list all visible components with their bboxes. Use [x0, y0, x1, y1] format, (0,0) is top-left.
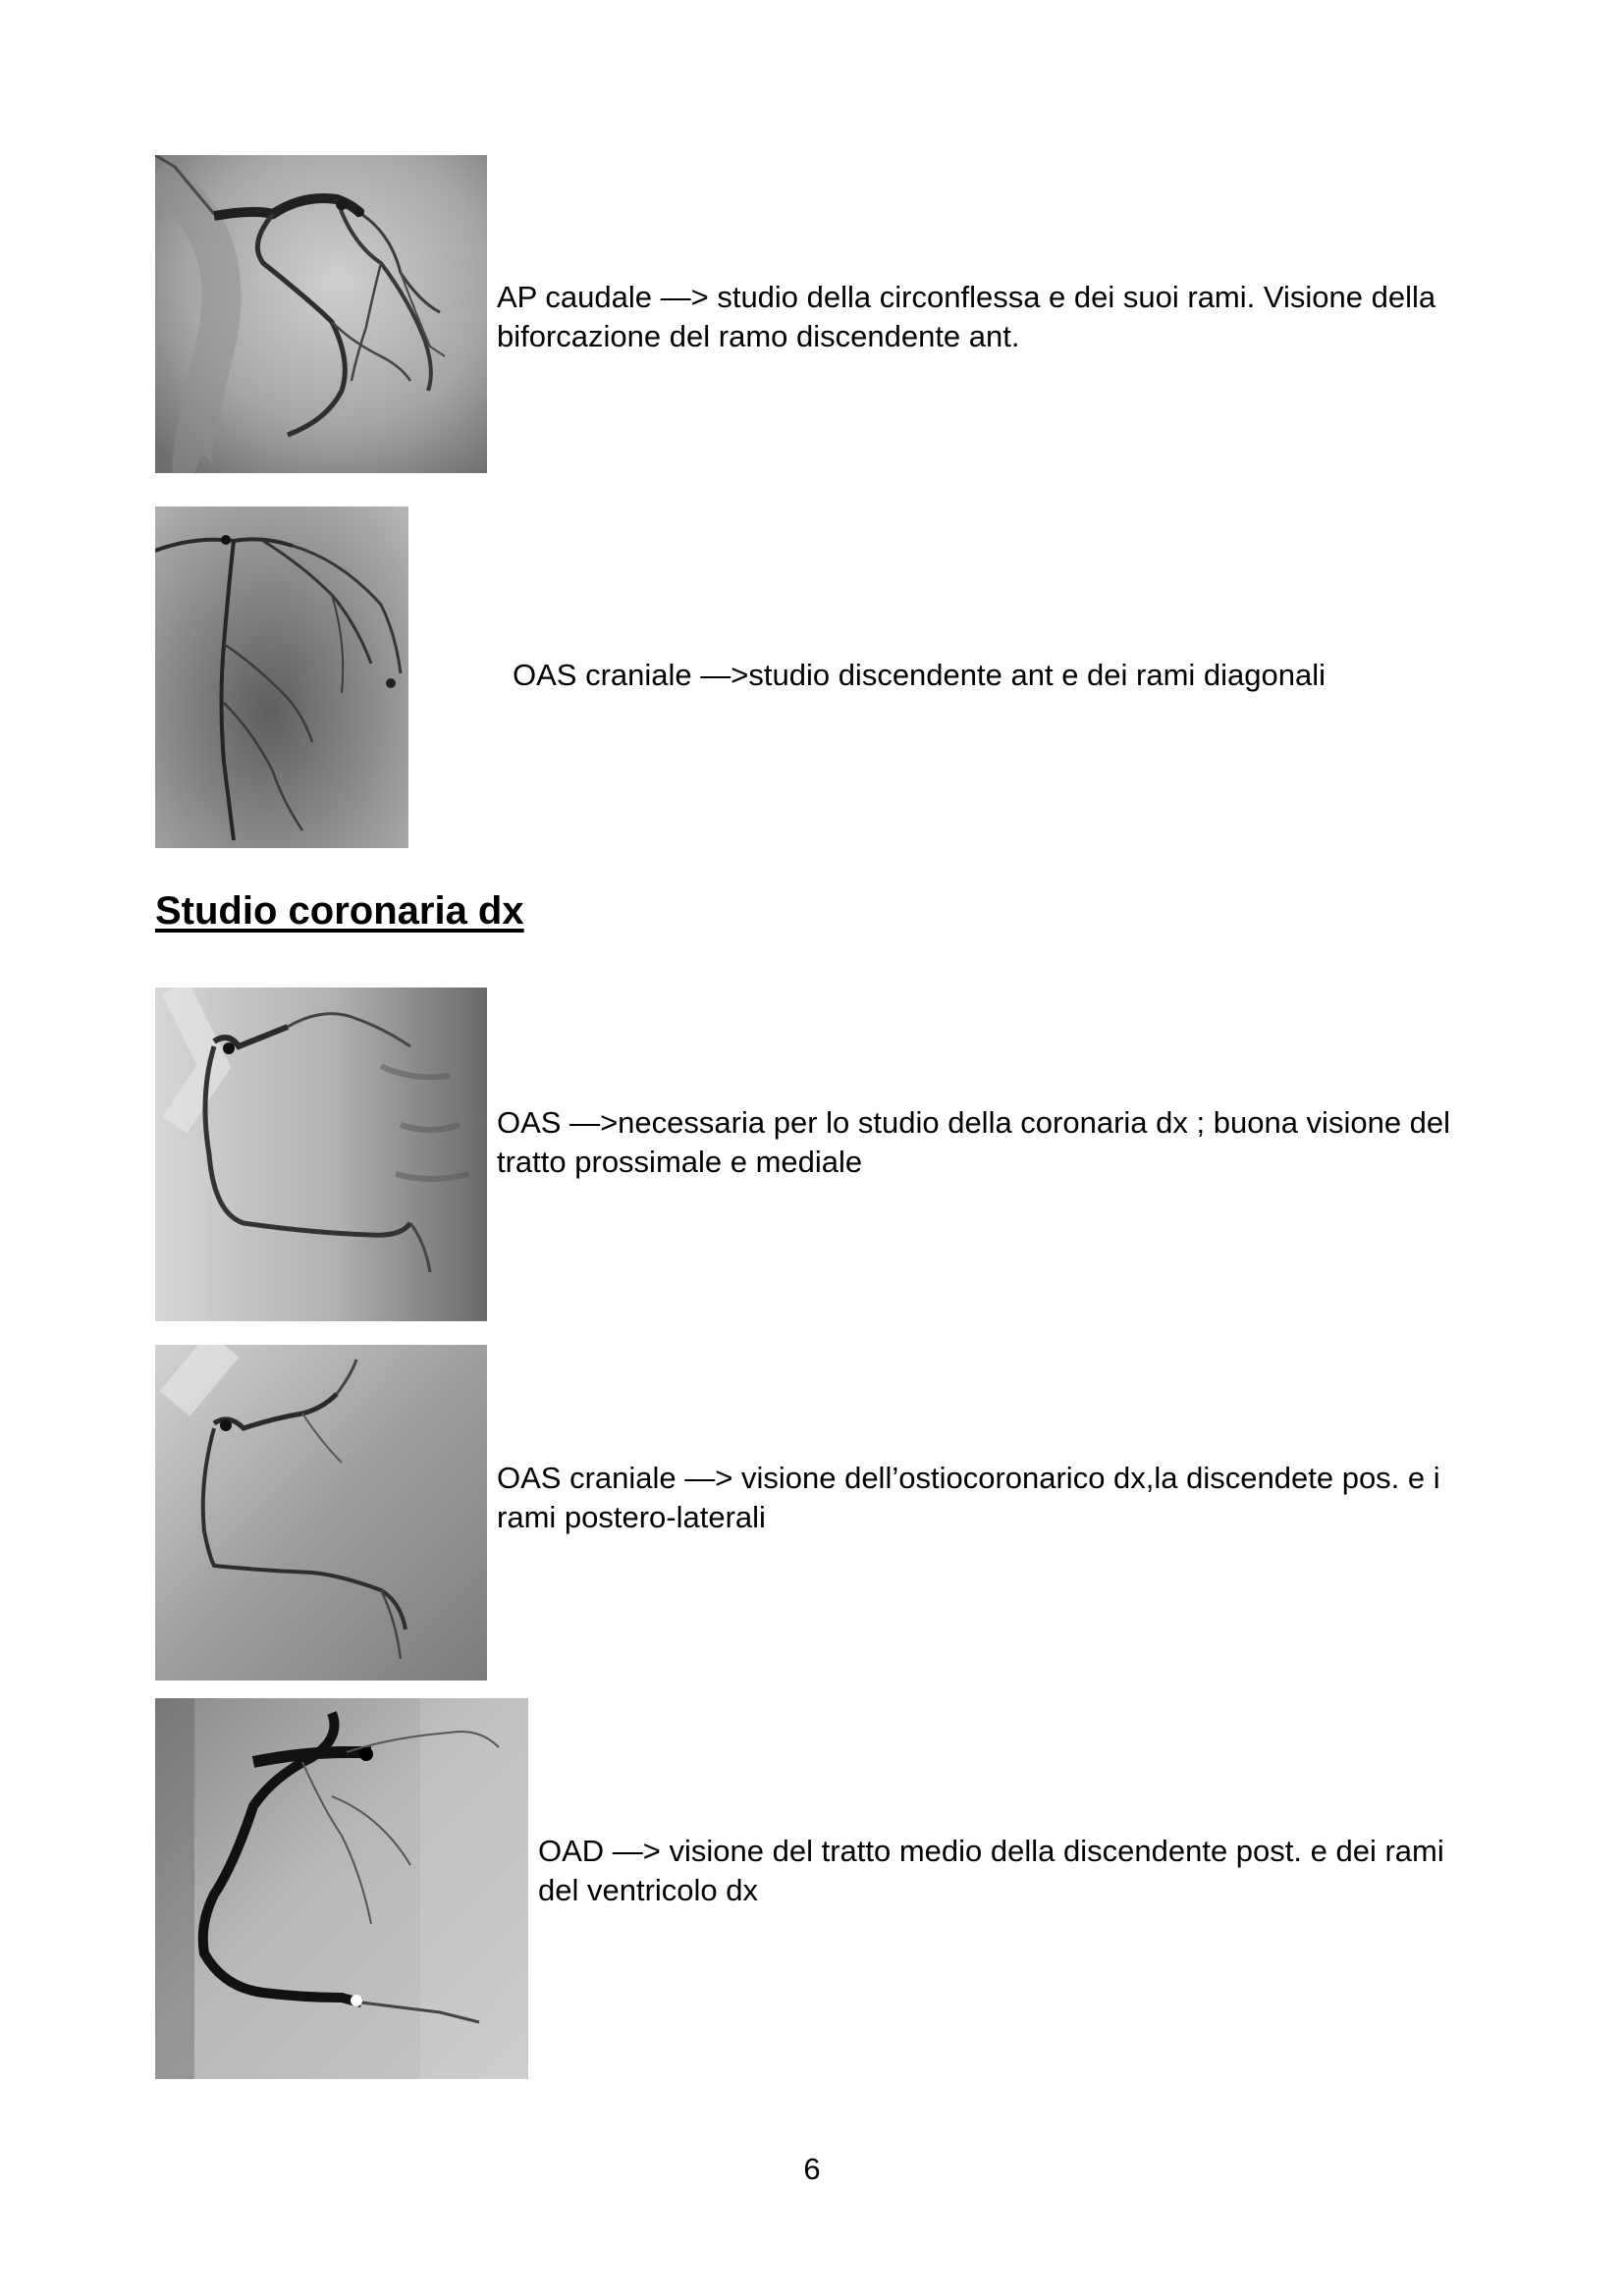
figure-caption: OAS craniale —>studio discendente ant e dei rami diagonali [513, 658, 1326, 692]
figure-caption: OAD —> visione del tratto medio della discendente post. e dei rami del ventricolo dx [538, 1834, 1444, 1907]
angiogram-oad-image [155, 1698, 528, 2079]
figure-caption: OAS —>necessaria per lo studio della coronaria dx ; buona visione del tratto prossimale e mediale [497, 1105, 1451, 1179]
angiogram-ap-caudal-image [155, 155, 487, 473]
figure-caption: AP caudale —> studio della circonflessa e dei suoi rami. Visione della biforcazione del ramo discendente ant. [497, 280, 1436, 353]
angiogram-oas-cranial-right-image [155, 1345, 487, 1681]
page-number: 6 [803, 2152, 821, 2186]
figure-caption: OAS craniale —> visione dell’ostiocoronarico dx,la discendete pos. e i rami postero-laterali [497, 1461, 1440, 1534]
angiogram-oas-right-image [155, 988, 487, 1321]
section-heading: Studio coronaria dx [155, 889, 524, 933]
angiogram-oas-cranial-left-image [155, 507, 408, 848]
